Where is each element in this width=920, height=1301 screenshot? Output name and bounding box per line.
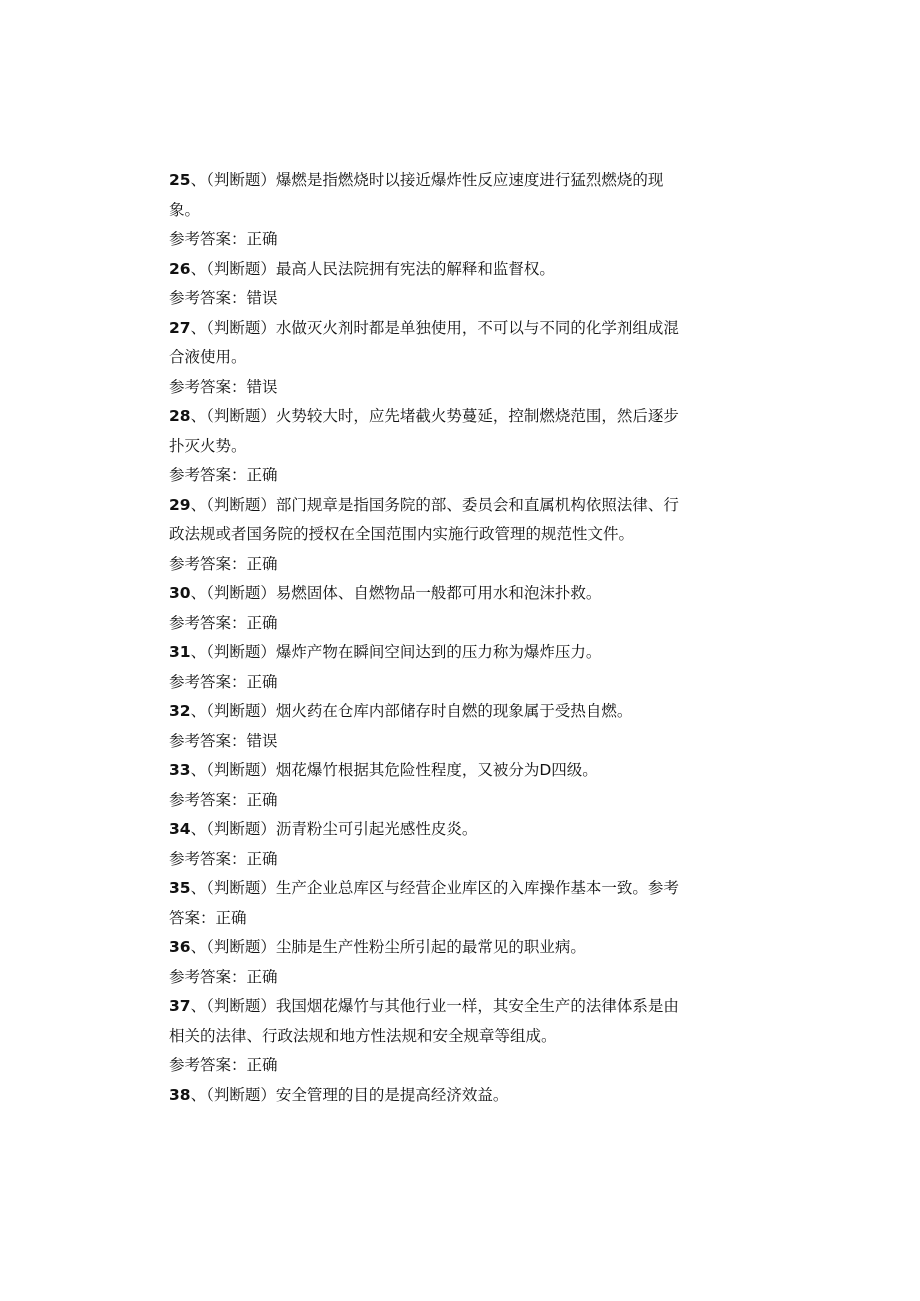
question-text: （判断题）爆炸产物在瞬间空间达到的压力称为爆炸压力。 (206, 643, 602, 661)
question-line (169, 255, 735, 285)
question-text: 合液使用。 (169, 348, 247, 366)
question-item (169, 992, 735, 1081)
question-text: 政法规或者国务院的授权在全国范围内实施行政管理的规范性文件。 (169, 525, 635, 543)
question-number: 30 (169, 584, 191, 602)
answer-line: 参考答案：正确 (169, 230, 278, 248)
question-separator: 、 (190, 407, 207, 425)
question-continuation-line (169, 1022, 735, 1052)
question-line (169, 933, 735, 963)
question-item (169, 314, 735, 403)
question-text: （判断题）水做灭火剂时都是单独使用，不可以与不同的化学剂组成混 (206, 318, 679, 337)
question-line (169, 756, 735, 786)
question-number: 25 (169, 171, 191, 189)
question-separator: 、 (190, 938, 207, 956)
question-continuation-line (169, 432, 735, 462)
question-text: （判断题）生产企业总库区与经营企业库区的入库操作基本一致。参考 (206, 879, 679, 897)
question-text: （判断题）烟花爆竹根据其危险性程度，又被分为D四级。 (206, 761, 598, 779)
answer-line: 参考答案：错误 (169, 377, 278, 396)
question-text: （判断题）尘肺是生产性粉尘所引起的最常见的职业病。 (206, 938, 586, 956)
question-separator: 、 (190, 997, 207, 1015)
question-text: （判断题）火势较大时，应先堵截火势蔓延，控制燃烧范围，然后逐步 (206, 407, 679, 425)
question-number: 29 (169, 495, 191, 514)
question-item (169, 697, 735, 756)
question-continuation-line (169, 196, 735, 226)
question-number: 34 (169, 820, 191, 838)
question-text: 答案：正确 (169, 908, 247, 927)
question-line (169, 579, 735, 609)
answer-line: 参考答案：正确 (169, 790, 278, 809)
question-separator: 、 (190, 1085, 207, 1104)
question-number: 35 (169, 879, 191, 897)
question-number: 31 (169, 643, 191, 661)
question-separator: 、 (190, 879, 207, 897)
answer-line: 参考答案：正确 (169, 672, 278, 691)
question-line (169, 402, 735, 432)
question-item (169, 402, 735, 491)
question-number: 37 (169, 997, 191, 1015)
question-text: （判断题）爆燃是指燃烧时以接近爆炸性反应速度进行猛烈燃烧的现 (206, 171, 664, 189)
question-text: （判断题）沥青粉尘可引起光感性皮炎。 (206, 820, 478, 838)
answer-line: 参考答案：正确 (169, 554, 278, 573)
question-number: 32 (169, 702, 191, 720)
question-text: （判断题）安全管理的目的是提高经济效益。 (206, 1085, 509, 1104)
question-line (169, 874, 735, 904)
question-line (169, 992, 735, 1022)
question-continuation-line (169, 343, 735, 373)
question-item (169, 815, 735, 874)
question-line (169, 491, 735, 521)
answer-line: 参考答案：正确 (169, 613, 278, 632)
question-line (169, 815, 735, 845)
question-text: （判断题）烟火药在仓库内部储存时自燃的现象属于受热自燃。 (206, 702, 633, 720)
question-separator: 、 (190, 495, 207, 514)
question-continuation-line (169, 520, 735, 550)
question-text: 象。 (169, 200, 201, 219)
question-separator: 、 (190, 820, 207, 838)
question-separator: 、 (190, 171, 207, 189)
question-item (169, 933, 735, 992)
answer-line: 参考答案：正确 (169, 1056, 278, 1074)
question-line (169, 697, 735, 727)
question-separator: 、 (190, 702, 207, 720)
question-separator: 、 (190, 584, 207, 602)
question-number: 27 (169, 318, 191, 337)
question-separator: 、 (190, 318, 207, 337)
question-line (169, 1081, 735, 1111)
question-text: （判断题）易燃固体、自燃物品一般都可用水和泡沫扑救。 (206, 584, 602, 602)
question-continuation-line (169, 904, 735, 934)
question-line (169, 314, 735, 344)
answer-line: 参考答案：正确 (169, 967, 278, 986)
question-line (169, 166, 735, 196)
answer-line: 参考答案：正确 (169, 849, 278, 868)
question-item (169, 756, 735, 815)
question-number: 26 (169, 259, 191, 278)
question-text: （判断题）最高人民法院拥有宪法的解释和监督权。 (206, 259, 555, 278)
answer-line: 参考答案：正确 (169, 466, 278, 484)
question-item (169, 1081, 735, 1111)
question-number: 36 (169, 938, 191, 956)
question-text: （判断题）我国烟花爆竹与其他行业一样，其安全生产的法律体系是由 (206, 997, 679, 1015)
question-text: 扑灭火势。 (169, 436, 247, 455)
question-number: 28 (169, 407, 191, 425)
question-separator: 、 (190, 643, 207, 661)
question-text: （判断题）部门规章是指国务院的部、委员会和直属机构依照法律、行 (206, 495, 679, 514)
answer-line: 参考答案：错误 (169, 289, 278, 307)
document-page (169, 166, 735, 1110)
question-item (169, 166, 735, 255)
question-number: 33 (169, 761, 191, 779)
question-item (169, 638, 735, 697)
answer-line: 参考答案：错误 (169, 731, 278, 750)
question-item (169, 491, 735, 580)
question-number: 38 (169, 1085, 191, 1104)
question-item (169, 579, 735, 638)
question-item (169, 874, 735, 933)
question-item (169, 255, 735, 314)
question-separator: 、 (190, 259, 207, 278)
question-text: 相关的法律、行政法规和地方性法规和安全规章等组成。 (169, 1026, 557, 1045)
question-separator: 、 (190, 761, 207, 779)
question-line (169, 638, 735, 668)
